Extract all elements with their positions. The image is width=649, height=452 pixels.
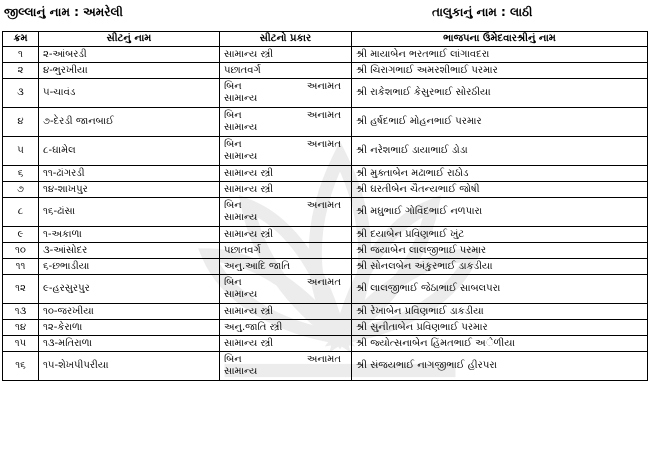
candidate-name-cell: શ્રી મુક્તાબેન મઢાભાઈ રાઠોડ [352,166,648,182]
seat-type-cell [220,79,352,108]
serial-cell: ૧૪ [3,320,39,336]
serial-cell: ૧૧ [3,259,39,275]
candidate-table [2,31,648,381]
seat-name-cell: ૯-હરસુરપુર [39,275,220,304]
candidate-name-cell: શ્રી હર્ષદભાઈ મોહનભાઈ પરમાર [352,108,648,137]
serial-cell: ૧ [3,47,39,63]
column-header-serial: ક્રમ [3,32,39,47]
candidate-name-cell: શ્રી રેખાબેન પ્રવિણભાઈ ડાકડીયા [352,304,648,320]
table-row [3,108,648,137]
seat-type-cell [220,352,352,381]
seat-name-cell: ૪-ભુરખીયા [39,63,220,79]
seat-type-subline: સામાન્ય [224,212,258,223]
serial-cell: ૧૬ [3,352,39,381]
serial-cell: ૮ [3,198,39,227]
candidate-name-cell: શ્રી રાકેશભાઈ કેસુરભાઈ સોરઠીયા [352,79,648,108]
table-row [3,275,648,304]
seat-name-cell: ૫-ચાવંડ [39,79,220,108]
seat-type-cell [220,137,352,166]
table-row [3,79,648,108]
seat-type-subline: સામાન્ય [224,122,258,133]
candidate-name-cell: શ્રી દયાબેન પ્રવિણભાઈ ખુંટ [352,227,648,243]
seat-type-cell: અનુ.આદિ જાતિ [220,259,352,275]
table-row [3,243,648,259]
seat-name-cell: ૭-દેરડી જાનબાઈ [39,108,220,137]
serial-cell: ૭ [3,182,39,198]
seat-type-subline: સામાન્ય [224,366,258,377]
candidate-name-cell: શ્રી નરેશભાઈ ડાયાભાઈ ડોડા [352,137,648,166]
seat-type-subline: સામાન્ય [224,289,258,300]
seat-type-cell: અનુ.જાતિ સ્ત્રી [220,320,352,336]
serial-cell: ૩ [3,79,39,108]
table-row [3,166,648,182]
seat-name-cell: ૧૧-ઢાંગરડી [39,166,220,182]
table-row [3,198,648,227]
serial-cell: ૧૦ [3,243,39,259]
seat-type-cell [220,275,352,304]
seat-name-cell: ૮-ઘામેલ [39,137,220,166]
seat-type-cell: સામાન્ય સ્ત્રી [220,47,352,63]
column-header-seat-type: સીટનો પ્રકાર [220,32,352,47]
serial-cell: ૫ [3,137,39,166]
seat-type-subline: સામાન્ય [224,93,258,104]
seat-type-line: બિન અનામત [224,200,341,211]
serial-cell: ૧૨ [3,275,39,304]
table-row [3,336,648,352]
seat-name-cell: ૧૩-મતિરાળા [39,336,220,352]
candidate-name-cell: શ્રી ઘરતીબેન ચૈતન્યભાઈ જોષી [352,182,648,198]
serial-cell: ૧૫ [3,336,39,352]
seat-name-cell: ૧૦-જરખીયા [39,304,220,320]
seat-type-cell: પછાતવર્ગ [220,63,352,79]
serial-cell: ૨ [3,63,39,79]
seat-type-cell [220,198,352,227]
seat-type-cell [220,108,352,137]
table-row [3,227,648,243]
seat-name-cell: ૧૫-શેખપીપરીયા [39,352,220,381]
candidate-name-cell: શ્રી માયાબેન ભરતભાઈ લાંગાવદરા [352,47,648,63]
seat-type-cell: પછાતવર્ગ [220,243,352,259]
serial-cell: ૬ [3,166,39,182]
candidate-name-cell: શ્રી લાલજીભાઈ જેઠાભાઈ સાબલપરા [352,275,648,304]
serial-cell: ૧૩ [3,304,39,320]
taluka-name: તાલુકાનું નામ : લાઠી [432,5,533,19]
serial-cell: ૪ [3,108,39,137]
candidate-name-cell: શ્રી સોનલબેન અંકુરભાઈ ડાકડીયા [352,259,648,275]
table-header-row [3,32,648,47]
seat-name-cell: ૨-આંબરડી [39,47,220,63]
seat-type-cell: સામાન્ય સ્ત્રી [220,182,352,198]
table-row [3,352,648,381]
seat-type-cell: સામાન્ય સ્ત્રી [220,304,352,320]
column-header-seat-name: સીટનું નામ [39,32,220,47]
seat-type-cell: સામાન્ય સ્ત્રી [220,227,352,243]
table-row [3,259,648,275]
candidate-name-cell: શ્રી ચિરાગભાઈ અમરશીભાઈ પરમાર [352,63,648,79]
seat-type-line: બિન અનામત [224,277,341,288]
candidate-name-cell: શ્રી જયાબેન લાલજીભાઈ પરમાર [352,243,648,259]
seat-type-line: બિન અનામત [224,81,341,92]
candidate-name-cell: શ્રી સંજયભાઈ નાગજીભાઈ હીરપરા [352,352,648,381]
seat-name-cell: ૧૨-કેરાળા [39,320,220,336]
seat-type-cell: સામાન્ય સ્ત્રી [220,166,352,182]
candidate-name-cell: શ્રી જ્યોત્સનાબેન હિંમતભાઈ અેળીયા [352,336,648,352]
seat-name-cell: ૧૪-શાખપુર [39,182,220,198]
district-name: જીલ્લાનું નામ : અમરેલી [4,5,123,19]
table-row [3,137,648,166]
table-row [3,320,648,336]
candidate-name-cell: શ્રી સુનીતાબેન પ્રવિણભાઈ પરમાર [352,320,648,336]
seat-name-cell: ૧૬-ઢાંસા [39,198,220,227]
table-row [3,47,648,63]
table-row [3,63,648,79]
seat-type-cell: સામાન્ય સ્ત્રી [220,336,352,352]
seat-name-cell: ૧-અકાળા [39,227,220,243]
table-row [3,304,648,320]
page-header [0,0,649,30]
serial-cell: ૯ [3,227,39,243]
seat-type-line: બિન અનામત [224,354,341,365]
seat-name-cell: ૩-આંસોદર [39,243,220,259]
column-header-candidate-name: ભાજપના ઉમેદવારશ્રીનું નામ [352,32,648,47]
seat-type-line: બિન અનામત [224,139,341,150]
table-row [3,182,648,198]
seat-type-subline: સામાન્ય [224,151,258,162]
seat-name-cell: ૬-છભાડીયા [39,259,220,275]
seat-type-line: બિન અનામત [224,110,341,121]
candidate-name-cell: શ્રી મઘુભાઈ ગોવિંદભાઈ નળપારા [352,198,648,227]
